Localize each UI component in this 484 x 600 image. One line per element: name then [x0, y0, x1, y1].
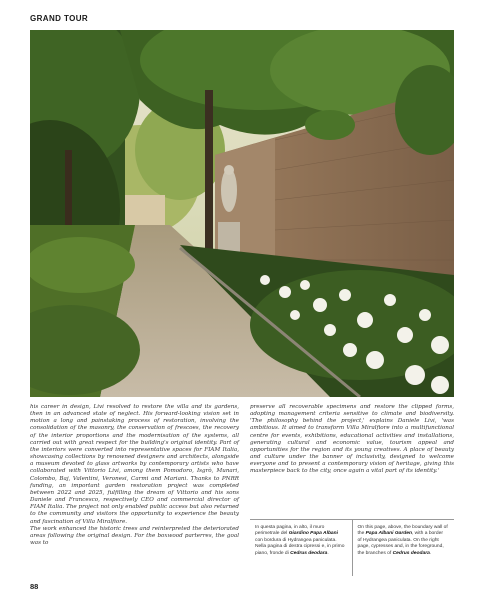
caption-english: On this page, above, the boundary wall of the Papa Albani Garden, with a border of Hydrangea paniculata. On the right page, cypresses and, in the foreground, the branches of Cedrus deodara.	[352, 520, 455, 576]
body-paragraph: preserve all recoverable specimens and restore the clipped forms, adopting management criteria sensitive to climate and biodiversity. 'The philosophy behind the project,' explains Daniele Livi, 'was ambitious. It aimed to transform Villa Miralfiore into a multifunctional centre for events, exhibitions, educational activities and installations, generating cultural and economic value, tourism appeal and opportunities for the region and its young creatives. A place of beauty and culture under the banner of inclusivity, designed to welcome everyone and to present a contemporary vision of heritage, giving this masterpiece back to the city, once again a vital part of its identity.'	[250, 404, 454, 475]
body-paragraph: his career in design, Livi resolved to restore the villa and its gardens, then in an advanced state of neglect. His forward-looking vision set in motion a long and painstaking process of restoration, involving the consolidation of the masonry, the conservation of frescoes, the recovery of the interior proportions and the modernisation of the systems, all carried out with great respect for the building's original identity. Part of the interiors were converted into representative spaces for FIAM Italia, showcasing collections by renowned designers and architects, alongside a museum devoted to glass artworks by contemporary artists who have collaborated with Vittorio Livi, among them Pomodoro, Isgrò, Munari, Colombo, Baj, Valentini, Veronesi, Carmi and Mariani. Thanks to PNRR funding, an important garden restoration project was completed between 2022 and 2025, fulfilling the dream of Vittorio and his sons Daniele and Francesco, respectively CEO and commercial director of FIAM Italia. The project not only enabled public access but also returned to the community and visitors the opportunity to experience the beauty and fascination of Villa Miralfiore.	[30, 404, 239, 525]
body-text-right-column	[250, 404, 454, 476]
body-text-left-column	[30, 404, 239, 547]
page-number: 88	[30, 582, 39, 591]
garden-photo	[30, 30, 454, 397]
caption-italian: In questa pagina, in alto, il muro perimetrale del Giardino Papa Albani con bordura di Hydrangea paniculata. Nella pagina di destra cipressi e, in primo piano, fronde di Cedrus deodara.	[255, 525, 345, 556]
photo-captions	[250, 519, 454, 576]
section-title: GRAND TOUR	[30, 14, 89, 23]
body-paragraph: The work enhanced the historic trees and reinterpreted the deteriorated areas following the original design. For the boxwood parterres, the goal was to	[30, 525, 239, 546]
